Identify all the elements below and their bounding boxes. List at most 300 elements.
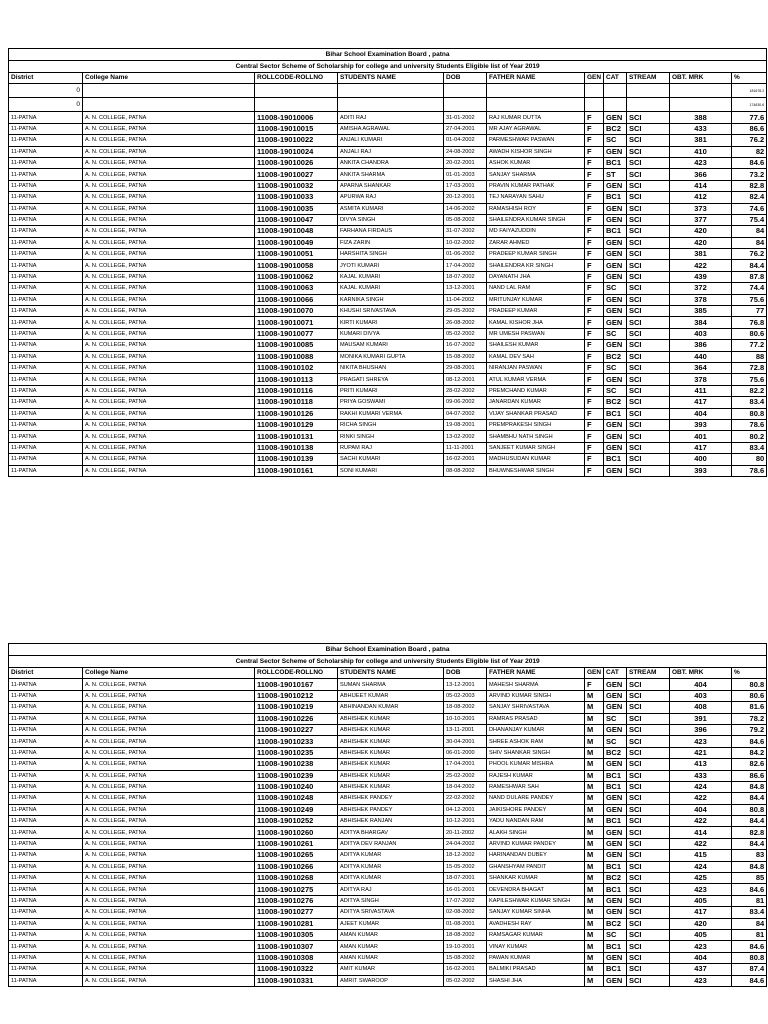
category-cell: GEN <box>604 237 627 248</box>
percent-cell: 78.2 <box>732 713 767 724</box>
dob-cell: 17-03-2001 <box>444 180 487 191</box>
rollcode-rollno-cell: 11008-19010248 <box>255 793 338 804</box>
rollcode-rollno-cell: 11008-19010049 <box>255 237 338 248</box>
table-row <box>9 214 767 225</box>
table-row <box>9 203 767 214</box>
gender-cell: F <box>585 226 604 237</box>
gender-cell: F <box>585 465 604 476</box>
rollcode-rollno-cell: 11008-19010063 <box>255 283 338 294</box>
student-name-cell: ABHISHEK KUMAR <box>338 736 444 747</box>
rollcode-rollno-cell: 11008-19010260 <box>255 827 338 838</box>
empty-cell <box>83 84 255 98</box>
dob-cell: 05-08-2002 <box>444 214 487 225</box>
father-name-cell: PRAVIN KUMAR PATHAK <box>487 180 585 191</box>
percent-cell: 87.4 <box>732 964 767 975</box>
header-category: CAT <box>604 668 627 679</box>
dob-cell: 15-08-2002 <box>444 351 487 362</box>
percent-cell: 84.8 <box>732 861 767 872</box>
stream-cell: SCI <box>627 884 670 895</box>
gender-cell: M <box>585 690 604 701</box>
category-cell: GEN <box>604 465 627 476</box>
gender-cell: F <box>585 192 604 203</box>
obtained-marks-cell: 405 <box>670 929 732 940</box>
gender-cell: M <box>585 747 604 758</box>
category-cell: GEN <box>604 374 627 385</box>
rollcode-rollno-cell: 11008-19010062 <box>255 271 338 282</box>
percent-cell: 84 <box>732 237 767 248</box>
obtained-marks-cell: 414 <box>670 827 732 838</box>
rollcode-rollno-cell: 11008-19010058 <box>255 260 338 271</box>
table-row <box>9 918 767 929</box>
dob-cell: 11-04-2002 <box>444 294 487 305</box>
gender-cell: M <box>585 964 604 975</box>
gender-cell: F <box>585 123 604 134</box>
father-name-cell: ARVIND KUMAR SINGH <box>487 690 585 701</box>
table-row <box>9 964 767 975</box>
table-row <box>9 431 767 442</box>
father-name-cell: SHREE ASHOK RAM <box>487 736 585 747</box>
gender-cell: F <box>585 157 604 168</box>
percent-cell: 75.4 <box>732 214 767 225</box>
table-row <box>9 975 767 986</box>
college-name-cell: A. N. COLLEGE, PATNA <box>83 135 255 146</box>
percent-cell: 84.6 <box>732 157 767 168</box>
dob-cell: 09-06-2002 <box>444 397 487 408</box>
percent-cell: 78.6 <box>732 465 767 476</box>
table-row <box>9 884 767 895</box>
student-name-cell: APARNA SHANKAR <box>338 180 444 191</box>
header-gender: GEN <box>585 668 604 679</box>
category-cell: GEN <box>604 340 627 351</box>
father-name-cell: JAIKISHORE PANDEY <box>487 804 585 815</box>
empty-cell <box>604 98 627 112</box>
district-cell: 11-PATNA <box>9 873 83 884</box>
percent-cell: 83.4 <box>732 397 767 408</box>
stream-cell: SCI <box>627 793 670 804</box>
dob-cell: 17-07-2002 <box>444 895 487 906</box>
sheet-title: Bihar School Examination Board , patna <box>9 49 767 61</box>
dob-cell: 20-11-2002 <box>444 827 487 838</box>
category-cell: GEN <box>604 146 627 157</box>
stream-cell: SCI <box>627 203 670 214</box>
table-row <box>9 804 767 815</box>
stream-cell: SCI <box>627 397 670 408</box>
student-name-cell: ANKITA SHARMA <box>338 169 444 180</box>
gender-cell: M <box>585 941 604 952</box>
stream-cell: SCI <box>627 374 670 385</box>
father-name-cell: RAMRAS PRASAD <box>487 713 585 724</box>
category-cell: GEN <box>604 793 627 804</box>
category-cell: BC2 <box>604 351 627 362</box>
category-cell: BC2 <box>604 747 627 758</box>
student-name-cell: ABHISHEK KUMAR <box>338 747 444 758</box>
stream-cell: SCI <box>627 770 670 781</box>
student-name-cell: ADITYA DEV RANJAN <box>338 838 444 849</box>
percent-cell: 75.6 <box>732 294 767 305</box>
father-name-cell: MD FAIYAZUDDIN <box>487 226 585 237</box>
obtained-marks-cell: 411 <box>670 385 732 396</box>
college-name-cell: A. N. COLLEGE, PATNA <box>83 454 255 465</box>
father-name-cell: PREMCHAND KUMAR <box>487 385 585 396</box>
rollcode-rollno-cell: 11008-19010024 <box>255 146 338 157</box>
stream-cell: SCI <box>627 454 670 465</box>
category-cell: SC <box>604 713 627 724</box>
stream-cell: SCI <box>627 861 670 872</box>
student-name-cell: PRITI KUMARI <box>338 385 444 396</box>
rollcode-rollno-cell: 11008-19010268 <box>255 873 338 884</box>
percent-cell: 84.6 <box>732 884 767 895</box>
rollcode-rollno-cell: 11008-19010033 <box>255 192 338 203</box>
district-cell: 11-PATNA <box>9 306 83 317</box>
obtained-marks-cell: 425 <box>670 873 732 884</box>
district-cell: 11-PATNA <box>9 442 83 453</box>
table-row <box>9 747 767 758</box>
stream-cell: SCI <box>627 431 670 442</box>
blank-row <box>9 98 767 112</box>
table-row <box>9 816 767 827</box>
student-name-cell: ADITYA KUMAR <box>338 850 444 861</box>
category-cell: SC <box>604 929 627 940</box>
student-name-cell: ABHISHEK KUMAR <box>338 759 444 770</box>
student-name-cell: FARHANA FIRDAUS <box>338 226 444 237</box>
college-name-cell: A. N. COLLEGE, PATNA <box>83 408 255 419</box>
rollcode-rollno-cell: 11008-19010265 <box>255 850 338 861</box>
rollcode-rollno-cell: 11008-19010139 <box>255 454 338 465</box>
category-cell: GEN <box>604 804 627 815</box>
obtained-marks-cell: 422 <box>670 816 732 827</box>
father-name-cell: RAMESHWAR SAH <box>487 781 585 792</box>
category-cell: GEN <box>604 838 627 849</box>
stream-cell: SCI <box>627 895 670 906</box>
table-row <box>9 237 767 248</box>
college-name-cell: A. N. COLLEGE, PATNA <box>83 713 255 724</box>
dob-cell: 13-11-2001 <box>444 724 487 735</box>
obtained-marks-cell: 423 <box>670 736 732 747</box>
gender-cell: F <box>585 442 604 453</box>
student-name-cell: AMRIT SWAROOP <box>338 975 444 986</box>
gender-cell: M <box>585 781 604 792</box>
gender-cell: M <box>585 850 604 861</box>
father-name-cell: MAHESH SHARMA <box>487 679 585 690</box>
category-cell: GEN <box>604 203 627 214</box>
district-cell: 11-PATNA <box>9 328 83 339</box>
rollcode-rollno-cell: 11008-19010212 <box>255 690 338 701</box>
obtained-marks-cell: 381 <box>670 249 732 260</box>
table-row <box>9 351 767 362</box>
percent-cell: 84.6 <box>732 736 767 747</box>
student-name-cell: ABHIJEET KUMAR <box>338 690 444 701</box>
gender-cell: M <box>585 827 604 838</box>
percent-cell: 86.6 <box>732 770 767 781</box>
father-name-cell: SHANKAR KUMAR <box>487 873 585 884</box>
obtained-marks-cell: 412 <box>670 192 732 203</box>
stream-cell: SCI <box>627 123 670 134</box>
obtained-marks-cell: 404 <box>670 679 732 690</box>
college-name-cell: A. N. COLLEGE, PATNA <box>83 816 255 827</box>
rollcode-rollno-cell: 11008-19010126 <box>255 408 338 419</box>
gender-cell: F <box>585 317 604 328</box>
father-name-cell: SHIV SHANKAR SINGH <box>487 747 585 758</box>
table-row <box>9 340 767 351</box>
district-cell: 11-PATNA <box>9 907 83 918</box>
father-name-cell: AWADH KISHOR SINGH <box>487 146 585 157</box>
rollcode-rollno-cell: 11008-19010322 <box>255 964 338 975</box>
dob-cell: 18-04-2002 <box>444 781 487 792</box>
sheet-subtitle-row <box>9 61 767 73</box>
header-obtained-marks: OBT. MRK <box>670 668 732 679</box>
stream-cell: SCI <box>627 226 670 237</box>
category-cell: BC1 <box>604 408 627 419</box>
student-name-cell: KHUSHI SRIVASTAVA <box>338 306 444 317</box>
empty-cell <box>627 98 670 112</box>
obtained-marks-cell: 404 <box>670 408 732 419</box>
obtained-marks-cell: 439 <box>670 271 732 282</box>
student-name-cell: ADITYA RAJ <box>338 884 444 895</box>
gender-cell: M <box>585 861 604 872</box>
father-name-cell: ARVIND KUMAR PANDEY <box>487 838 585 849</box>
percent-cell: 77.2 <box>732 340 767 351</box>
father-name-cell: RAJ KUMAR DUTTA <box>487 112 585 123</box>
college-name-cell: A. N. COLLEGE, PATNA <box>83 724 255 735</box>
table-row <box>9 465 767 476</box>
stream-cell: SCI <box>627 294 670 305</box>
percent-cell: 87.8 <box>732 271 767 282</box>
obtained-marks-cell: 384 <box>670 317 732 328</box>
header-percent: % <box>732 668 767 679</box>
stream-cell: SCI <box>627 964 670 975</box>
gender-cell: F <box>585 214 604 225</box>
district-cell: 11-PATNA <box>9 237 83 248</box>
college-name-cell: A. N. COLLEGE, PATNA <box>83 907 255 918</box>
gender-cell: F <box>585 112 604 123</box>
rollcode-rollno-cell: 11008-19010077 <box>255 328 338 339</box>
category-cell: GEN <box>604 679 627 690</box>
sheet-title-row <box>9 49 767 61</box>
obtained-marks-cell: 413 <box>670 759 732 770</box>
empty-cell <box>627 84 670 98</box>
college-name-cell: A. N. COLLEGE, PATNA <box>83 157 255 168</box>
empty-cell <box>585 98 604 112</box>
stream-cell: SCI <box>627 838 670 849</box>
obtained-marks-cell: 391 <box>670 713 732 724</box>
gender-cell: M <box>585 975 604 986</box>
gender-cell: F <box>585 385 604 396</box>
dob-cell: 18-07-2001 <box>444 873 487 884</box>
rollcode-rollno-cell: 11008-19010308 <box>255 952 338 963</box>
table-row <box>9 192 767 203</box>
dob-cell: 20-02-2001 <box>444 157 487 168</box>
obtained-marks-cell: 437 <box>670 964 732 975</box>
district-cell: 11-PATNA <box>9 679 83 690</box>
district-cell: 11-PATNA <box>9 123 83 134</box>
gender-cell: F <box>585 203 604 214</box>
rollcode-rollno-cell: 11008-19010026 <box>255 157 338 168</box>
college-name-cell: A. N. COLLEGE, PATNA <box>83 328 255 339</box>
category-cell: BC2 <box>604 873 627 884</box>
father-name-cell: DAYANATH JHA <box>487 271 585 282</box>
district-cell: 11-PATNA <box>9 431 83 442</box>
father-name-cell: PHOOL KUMAR MISHRA <box>487 759 585 770</box>
category-cell: GEN <box>604 214 627 225</box>
percent-cell: 83 <box>732 850 767 861</box>
father-name-cell: PAWAN KUMAR <box>487 952 585 963</box>
table-row <box>9 952 767 963</box>
father-name-cell: SHAMBHU NATH SINGH <box>487 431 585 442</box>
table-row <box>9 180 767 191</box>
district-cell: 11-PATNA <box>9 283 83 294</box>
obtained-marks-cell: 404 <box>670 804 732 815</box>
rollcode-rollno-cell: 11008-19010240 <box>255 781 338 792</box>
percent-cell: 77 <box>732 306 767 317</box>
table-row <box>9 907 767 918</box>
gender-cell: M <box>585 702 604 713</box>
rollcode-rollno-cell: 11008-19010066 <box>255 294 338 305</box>
stream-cell: SCI <box>627 918 670 929</box>
category-cell: GEN <box>604 907 627 918</box>
district-cell: 11-PATNA <box>9 781 83 792</box>
stream-cell: SCI <box>627 306 670 317</box>
dob-cell: 31-07-2002 <box>444 226 487 237</box>
table-row <box>9 408 767 419</box>
empty-cell <box>255 98 338 112</box>
category-cell: BC2 <box>604 123 627 134</box>
percent-cell: 84.8 <box>732 781 767 792</box>
district-cell: 11-PATNA <box>9 759 83 770</box>
empty-cell <box>487 98 585 112</box>
category-cell: GEN <box>604 249 627 260</box>
percent-cell: 84.4 <box>732 838 767 849</box>
college-name-cell: A. N. COLLEGE, PATNA <box>83 192 255 203</box>
stream-cell: SCI <box>627 941 670 952</box>
father-name-cell: NIRANJAN PASWAN <box>487 362 585 373</box>
dob-cell: 20-12-2001 <box>444 192 487 203</box>
obtained-marks-cell: 417 <box>670 397 732 408</box>
dob-cell: 31-01-2002 <box>444 112 487 123</box>
percent-cell: 80.8 <box>732 408 767 419</box>
header-dob: DOB <box>444 668 487 679</box>
student-name-cell: PRIYA GOSWAMI <box>338 397 444 408</box>
rollcode-rollno-cell: 11008-19010281 <box>255 918 338 929</box>
college-name-cell: A. N. COLLEGE, PATNA <box>83 964 255 975</box>
gender-cell: F <box>585 328 604 339</box>
stream-cell: SCI <box>627 351 670 362</box>
college-name-cell: A. N. COLLEGE, PATNA <box>83 690 255 701</box>
obtained-marks-cell: 420 <box>670 918 732 929</box>
rollcode-rollno-cell: 11008-19010071 <box>255 317 338 328</box>
stream-cell: SCI <box>627 759 670 770</box>
empty-cell <box>255 84 338 98</box>
college-name-cell: A. N. COLLEGE, PATNA <box>83 873 255 884</box>
empty-cell <box>444 98 487 112</box>
sheet-subtitle: Central Sector Scheme of Scholarship for college and university Students Eligible list of Year 2019 <box>9 656 767 668</box>
father-name-cell: SHAILESH KUMAR <box>487 340 585 351</box>
student-name-cell: ADITYA KUMAR <box>338 873 444 884</box>
eligible-list-table <box>8 643 767 987</box>
gender-cell: F <box>585 249 604 260</box>
father-name-cell: PARMESHWAR PASWAN <box>487 135 585 146</box>
category-cell: SC <box>604 362 627 373</box>
rollcode-rollno-cell: 11008-19010226 <box>255 713 338 724</box>
category-cell: GEN <box>604 294 627 305</box>
percent-cell: 82.8 <box>732 827 767 838</box>
stream-cell: SCI <box>627 747 670 758</box>
blank-row <box>9 84 767 98</box>
obtained-marks-cell: 417 <box>670 907 732 918</box>
college-name-cell: A. N. COLLEGE, PATNA <box>83 793 255 804</box>
college-name-cell: A. N. COLLEGE, PATNA <box>83 169 255 180</box>
student-name-cell: HARSHITA SINGH <box>338 249 444 260</box>
student-name-cell: ADITI RAJ <box>338 112 444 123</box>
percent-cell: 80.8 <box>732 952 767 963</box>
student-name-cell: ANKITA CHANDRA <box>338 157 444 168</box>
district-cell: 11-PATNA <box>9 724 83 735</box>
percent-cell: 75.6 <box>732 374 767 385</box>
eligible-list-table <box>8 48 767 477</box>
percent-cell: 83.4 <box>732 442 767 453</box>
gender-cell: F <box>585 454 604 465</box>
stream-cell: SCI <box>627 328 670 339</box>
table-row <box>9 294 767 305</box>
dob-cell: 08-12-2001 <box>444 374 487 385</box>
empty-cell <box>338 98 444 112</box>
category-cell: GEN <box>604 442 627 453</box>
stream-cell: SCI <box>627 317 670 328</box>
student-name-cell: ABHISHEK KUMAR <box>338 770 444 781</box>
sheet-subtitle: Central Sector Scheme of Scholarship for college and university Students Eligible list of Year 2019 <box>9 61 767 73</box>
rollcode-rollno-cell: 11008-19010331 <box>255 975 338 986</box>
college-name-cell: A. N. COLLEGE, PATNA <box>83 781 255 792</box>
header-college-name: College Name <box>83 73 255 84</box>
sheet-title: Bihar School Examination Board , patna <box>9 644 767 656</box>
rollcode-rollno-cell: 11008-19010261 <box>255 838 338 849</box>
obtained-marks-cell: 372 <box>670 283 732 294</box>
percent-cell: 83.4 <box>732 907 767 918</box>
father-name-cell: JANARDAN KUMAR <box>487 397 585 408</box>
dob-cell: 10-10-2001 <box>444 713 487 724</box>
category-cell: SC <box>604 385 627 396</box>
obtained-marks-cell: 393 <box>670 465 732 476</box>
district-cell: 11-PATNA <box>9 203 83 214</box>
table-row <box>9 861 767 872</box>
category-cell: BC1 <box>604 861 627 872</box>
obtained-marks-cell: 403 <box>670 328 732 339</box>
rollcode-rollno-cell: 11008-19010167 <box>255 679 338 690</box>
category-cell: SC <box>604 283 627 294</box>
gender-cell: F <box>585 260 604 271</box>
obtained-marks-cell: 422 <box>670 260 732 271</box>
percent-cell: 74.6 <box>732 203 767 214</box>
college-name-cell: A. N. COLLEGE, PATNA <box>83 203 255 214</box>
percent-cell: 82 <box>732 146 767 157</box>
percent-cell: 86.6 <box>732 123 767 134</box>
eligible-list-sheet-1 <box>8 48 766 477</box>
table-row <box>9 397 767 408</box>
father-name-cell: MR UMESH PASWAN <box>487 328 585 339</box>
father-name-cell: HARINANDAN DUBEY <box>487 850 585 861</box>
table-row <box>9 679 767 690</box>
table-row <box>9 838 767 849</box>
category-cell: GEN <box>604 827 627 838</box>
college-name-cell: A. N. COLLEGE, PATNA <box>83 283 255 294</box>
percent-cell: 80.6 <box>732 690 767 701</box>
category-cell: SC <box>604 135 627 146</box>
student-name-cell: ASMITA KUMARI <box>338 203 444 214</box>
college-name-cell: A. N. COLLEGE, PATNA <box>83 941 255 952</box>
student-name-cell: ADITYA BHARGAV <box>338 827 444 838</box>
percent-cell: 84 <box>732 226 767 237</box>
obtained-marks-cell: 423 <box>670 975 732 986</box>
father-name-cell: RAJESH KUMAR <box>487 770 585 781</box>
